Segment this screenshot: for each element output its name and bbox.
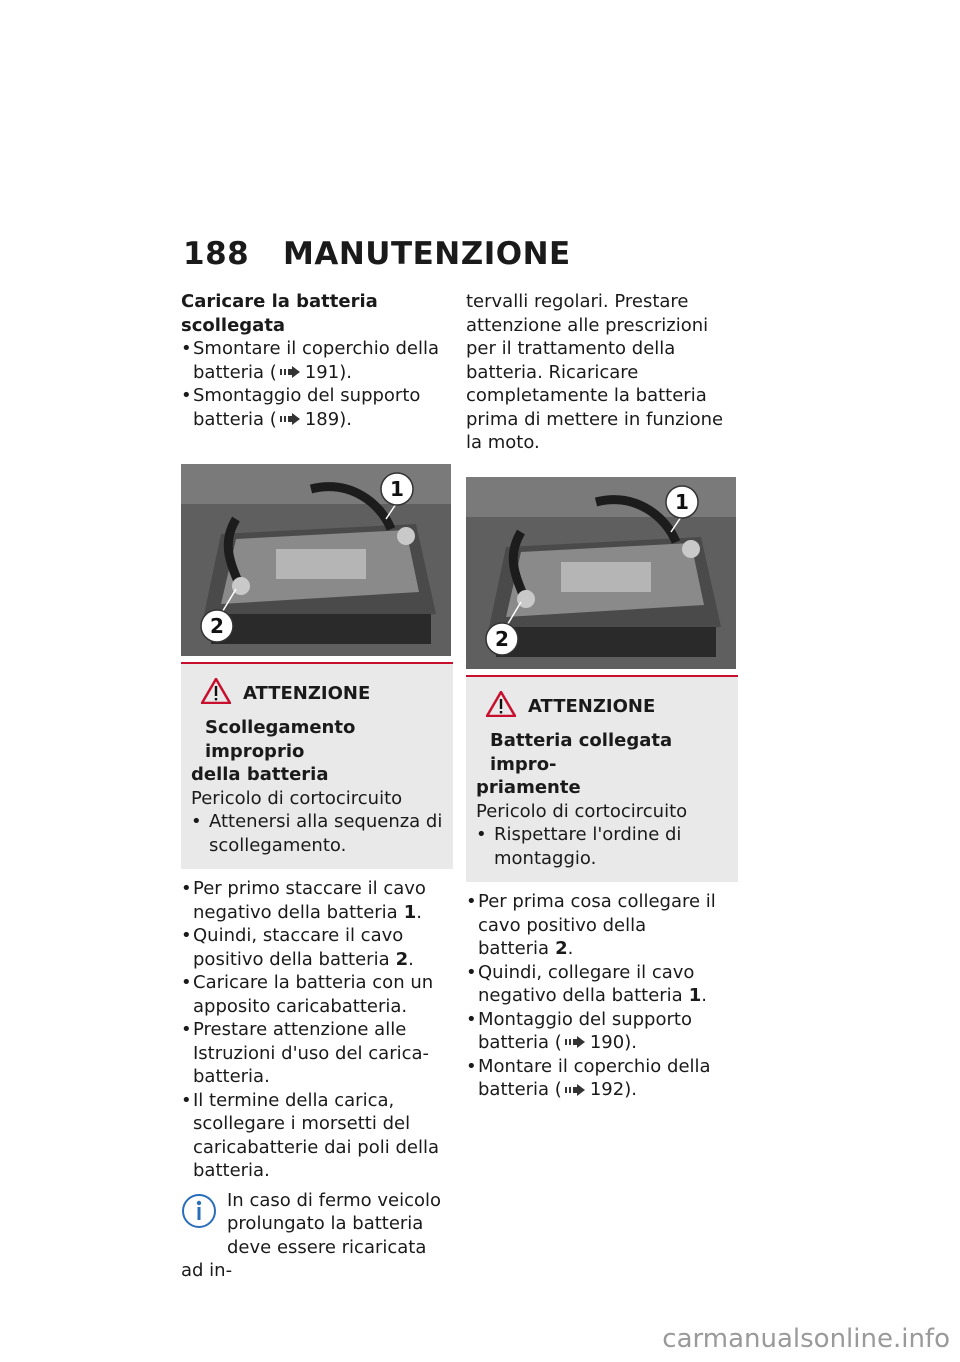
page-reference[interactable]: 190 (589, 1032, 625, 1053)
left-column (181, 290, 453, 1283)
list-item: • Prestare attenzione alle Istruzioni d'uso del carica-batteria. (181, 1018, 453, 1089)
section-heading: Caricare la batteria scollegata (181, 291, 378, 336)
warning-risk: Pericolo di cortocircuito (476, 800, 688, 822)
watermark: carmanualsonline.info (662, 1324, 950, 1354)
warning-risk: Pericolo di cortocircuito (191, 787, 403, 809)
item-number: 2 (395, 948, 409, 970)
list-item (466, 961, 738, 1008)
list-item (181, 924, 453, 971)
warning-subtitle: Batteria collegata impro- (490, 730, 673, 775)
list-item (466, 1055, 738, 1102)
section-title: MANUTENZIONE (283, 236, 571, 272)
list-item-text: ). (339, 361, 352, 383)
list-item (181, 877, 453, 924)
list-item-text: . (408, 948, 414, 970)
warning-title (476, 691, 728, 724)
item-number: 1 (688, 985, 702, 1006)
list-item-text: Smontare il coperchio della batteria ( (193, 338, 439, 383)
list-item (181, 337, 453, 384)
steps-list (466, 890, 738, 1102)
list-item-text: Smontaggio del supporto batteria ( (193, 385, 421, 430)
list-item (466, 1008, 738, 1055)
list-item-text: ). (339, 408, 352, 430)
warning-box (181, 662, 453, 870)
list-item-text: Montaggio del supporto batteria ( (478, 1008, 692, 1053)
page-header (183, 236, 571, 272)
warning-title-text: ATTENZIONE (243, 683, 371, 704)
arrow-reference-icon (280, 408, 302, 432)
warning-title (191, 678, 443, 711)
info-note-text: In caso di fermo veicolo prolungato la batteria deve essere ricaricata ad in- (181, 1189, 442, 1281)
list-item: • Caricare la batteria con un apposito caricabatteria. (181, 971, 453, 1018)
item-number: 1 (403, 901, 417, 923)
right-column (466, 290, 738, 1102)
photo-label-2: 2 (210, 613, 224, 638)
list-item-text: Quindi, staccare il cavo positivo della batteria (193, 925, 404, 970)
info-note-icon (181, 1193, 217, 1236)
warning-triangle-icon (486, 691, 516, 724)
page-reference[interactable]: 189 (304, 408, 340, 430)
battery-photo (466, 477, 736, 669)
page-number: 188 (183, 236, 250, 272)
battery-photo (181, 464, 451, 656)
arrow-reference-icon (280, 361, 302, 385)
warning-box (466, 675, 738, 883)
list-item (466, 890, 738, 961)
list-item: • Il termine della carica, scollegare i morsetti del caricabatterie dai poli della batteria. (181, 1089, 453, 1183)
warning-subtitle-cont: priamente (476, 777, 581, 798)
page-reference[interactable]: 191 (304, 361, 340, 383)
list-item-text: Per primo staccare il cavo negativo della batteria (193, 878, 426, 923)
list-item-text: Quindi, collegare il cavo negativo della batteria (478, 961, 695, 1006)
list-item (181, 384, 453, 431)
list-item-text: Per prima cosa collegare il cavo positivo della batteria (478, 891, 716, 959)
arrow-reference-icon (565, 1079, 587, 1103)
list-item-text: ). (624, 1079, 637, 1101)
photo-label-1: 1 (675, 489, 689, 514)
list-item-text: . (567, 938, 574, 959)
steps-list (181, 877, 453, 1183)
warning-bullet: • Attenersi alla sequenza di scollegamento. (191, 810, 443, 857)
warning-triangle-icon (201, 678, 231, 711)
list-item-text: ). (624, 1032, 637, 1053)
list-item-text: . (701, 985, 707, 1006)
warning-subtitle: Scollegamento improprio (205, 717, 356, 762)
photo-label-2: 2 (495, 626, 509, 651)
page-reference[interactable]: 192 (589, 1079, 625, 1101)
photo-label-1: 1 (390, 476, 404, 501)
warning-bullet: • Rispettare l'ordine di montaggio. (476, 823, 728, 870)
list-item-text: Montare il coperchio della batteria ( (478, 1055, 711, 1101)
info-note (181, 1189, 453, 1283)
warning-subtitle-cont: della batteria (191, 764, 329, 785)
list-item-text: . (416, 901, 422, 923)
item-number: 2 (555, 938, 568, 959)
info-note-continued: tervalli regolari. Prestare attenzione alle prescrizioni per il trattamento della batteria. Ricaricare completamente la batteria prima di mettere in funzione la moto. (466, 291, 724, 453)
warning-title-text: ATTENZIONE (528, 696, 656, 717)
arrow-reference-icon (565, 1031, 587, 1055)
